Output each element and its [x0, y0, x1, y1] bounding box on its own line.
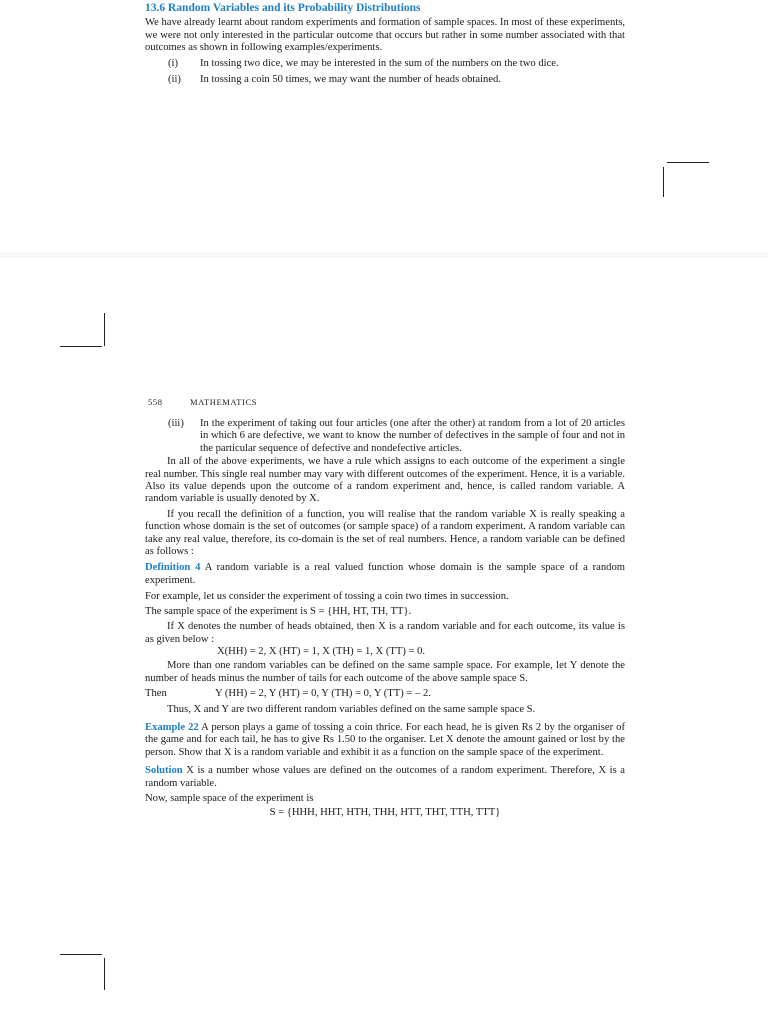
list-item-number: (i)	[168, 57, 178, 69]
list-item-ii	[168, 74, 625, 86]
solution	[145, 765, 625, 790]
crop-mark	[60, 346, 102, 347]
crop-mark	[104, 313, 105, 346]
example-label: Example 22	[145, 721, 199, 733]
definition	[145, 562, 625, 587]
crop-mark	[663, 167, 664, 197]
paragraph: In all of the above experiments, we have a rule which assigns to each outcome of the experiment a single real number. This single real number may vary with different outcomes of the experiment. Hence, it is a variable. Also its value depends upon the outcome of a random experiment and, hence, is called random variable. A random variable is usually denoted by X.	[145, 456, 625, 505]
paragraph: Now, sample space of the experiment is	[145, 792, 314, 804]
list-item-text: In tossing a coin 50 times, we may want the number of heads obtained.	[200, 74, 501, 86]
list-item-number: (ii)	[168, 74, 181, 86]
list-item-i	[168, 58, 625, 70]
crop-mark	[104, 958, 105, 990]
paragraph: More than one random variables can be defined on the same sample space. For example, let Y denote the number of heads minus the number of tails for each outcome of the above sample space S.	[145, 660, 625, 684]
solution-text: X is a number whose values are defined on the outcomes of a random experiment. Therefore, X is a random variable.	[145, 765, 625, 789]
paragraph: If X denotes the number of heads obtained, then X is a random variable and for each outcome, its value is as given below :	[145, 621, 625, 645]
equation-sample-space: S = {HHH, HHT, HTH, THH, HTT, THT, TTH, TTT}	[269, 807, 501, 819]
list-item-iii	[168, 418, 625, 455]
paragraph: If you recall the definition of a function, you will realise that the random variable X is really speaking a function whose domain is the set of outcomes (or sample space) of a random experiment. A random variable can take any real value, therefore, its co-domain is the set of real numbers. Hence, a random variable can be defined as follows :	[145, 508, 625, 558]
list-item-text: In tossing two dice, we may be interested in the sum of the numbers on the two dice.	[200, 57, 559, 69]
top-section	[145, 2, 625, 86]
solution-label: Solution	[145, 765, 183, 777]
equation-y-line	[145, 688, 625, 700]
section-heading: 13.6 Random Variables and its Probability Distributions	[145, 2, 421, 14]
page-body	[145, 418, 625, 820]
example-text: A person plays a game of tossing a coin thrice. For each head, he is given Rs 2 by the organiser of the game and for each tail, he has to give Rs 1.50 to the organiser. Let X denote the amount gained or lost by the person. Show that X is a random variable and exhibit it as a function on the sample space of the experiment.	[145, 721, 625, 758]
example-22	[145, 722, 625, 759]
crop-mark	[667, 162, 709, 163]
crop-mark	[60, 954, 102, 955]
then-label: Then	[145, 688, 167, 700]
list-item-text: In the experiment of taking out four articles (one after the other) at random from a lot of 20 articles in which 6 are defective, we want to know the number of defectives in the sample of four and not in the particular sequence of defective and nondefective articles.	[200, 418, 625, 454]
equation-x: X(HH) = 2, X (HT) = 1, X (TH) = 1, X (TT) = 0.	[217, 645, 426, 657]
sample-space-line: The sample space of the experiment is S = {HH, HT, TH, TT}.	[145, 605, 412, 617]
paragraph: Thus, X and Y are two different random variables defined on the same sample space S.	[167, 703, 536, 715]
list-item-number: (iii)	[168, 418, 184, 429]
intro-paragraph: We have already learnt about random experiments and formation of sample spaces. In most of these experiments, we were not only interested in the particular outcome that occurs but rather in some number associated with that outcomes as shown in following examples/experiments.	[145, 17, 625, 54]
paragraph: For example, let us consider the experiment of tossing a coin two times in succession.	[145, 591, 509, 603]
page-number: 558	[148, 397, 163, 407]
running-head: MATHEMATICS	[190, 397, 258, 407]
equation-y: Y (HH) = 2, Y (HT) = 0, Y (TH) = 0, Y (TT) = – 2.	[215, 688, 431, 700]
definition-text: A random variable is a real valued function whose domain is the sample space of a random experiment.	[145, 562, 626, 586]
definition-label: Definition 4	[145, 562, 201, 574]
